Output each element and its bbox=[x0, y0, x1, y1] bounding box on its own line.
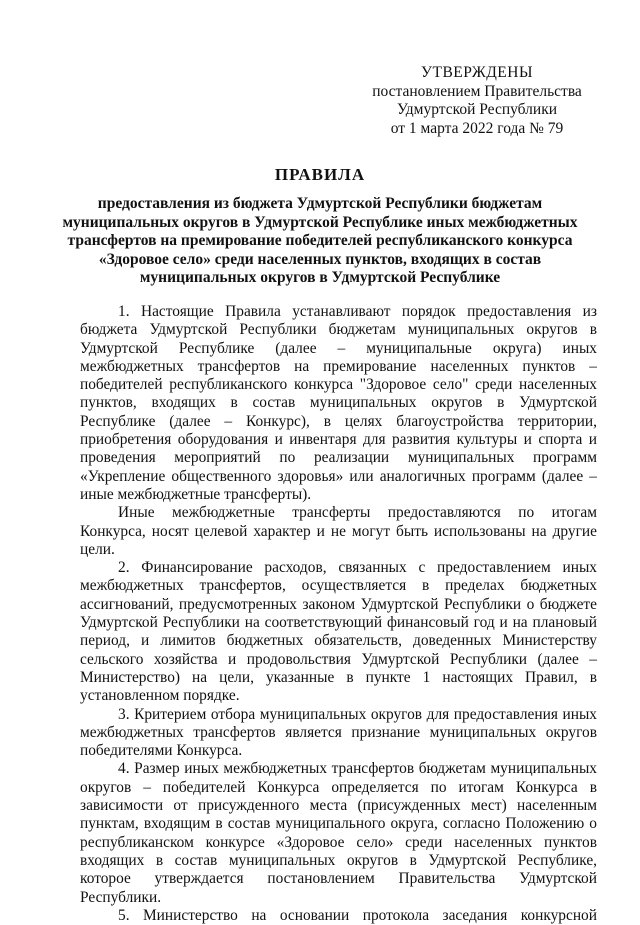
paragraph: 4. Размер иных межбюджетных трансфертов бюджетам муниципальных округов – победителей Конкурса определяется по итогам Конкурса в зависимости от присужденного места (присужденных мест) населенным пунктам, входящим в состав муниципального округа, согласно Положению о республиканском конкурсе «Здоровое село» среди населенных пунктов входящих в состав муниципальных округов в Удмуртской Республике, которое утверждается постановлением Правительства Удмуртской Республики. bbox=[80, 760, 597, 906]
paragraph: 3. Критерием отбора муниципальных округов для предоставления иных межбюджетных трансфертов является признание муниципальных округов победителями Конкурса. bbox=[80, 705, 597, 760]
approval-line: постановлением Правительства bbox=[372, 82, 582, 100]
document-title: ПРАВИЛА bbox=[274, 165, 366, 184]
paragraph: 2. Финансирование расходов, связанных с предоставлением иных межбюджетных трансфертов, осуществляется в пределах бюджетных ассигнований, предусмотренных законом Удмуртской Республики о бюджете Удмуртской Республики на соответствующий финансовый год и на плановый период, и лимитов бюджетных обязательств, доведенных Министерству сельского хозяйства и продовольствия Удмуртской Республики (далее – Министерство) на цели, указанные в пункте 1 настоящих Правил, в установленном порядке. bbox=[80, 559, 597, 705]
paragraph: Иные межбюджетные трансферты предоставляются по итогам Конкурса, носят целевой характер и не могут быть использованы на другие цели. bbox=[80, 504, 597, 558]
document-body bbox=[80, 303, 597, 925]
approval-date: от 1 марта 2022 года № 79 bbox=[390, 119, 564, 137]
approval-title: УТВЕРЖДЕНЫ bbox=[421, 64, 533, 81]
approval-stamp bbox=[372, 64, 582, 138]
paragraph: 1. Настоящие Правила устанавливают порядок предоставления из бюджета Удмуртской Республики бюджетам муниципальных округов в Удмуртской Республике (далее – муниципальные округа) иных межбюджетных трансфертов на премирование населенных пунктов – победителей республиканского конкурса "Здоровое село" среди населенных пунктов, входящих в состав муниципальных округов в Удмуртской Республике (далее – Конкурс), в целях благоустройства территории, приобретения оборудования и инвентаря для развития культуры и спорта и проведения мероприятий по реализации муниципальных программ «Укрепление общественного здоровья» или аналогичных программ (далее – иные межбюджетные трансферты). bbox=[80, 303, 597, 503]
paragraph: 5. Министерство на основании протокола заседания конкурсной bbox=[118, 906, 597, 924]
document-heading bbox=[60, 165, 580, 288]
document-subtitle: предоставления из бюджета Удмуртской Республики бюджетам муниципальных округов в Удмуртской Республике иных межбюджетных трансфертов на премирование победителей республиканского конкурса «Здоровое село» среди населенных пунктов, входящих в состав муниципальных округов в Удмуртской Республике bbox=[62, 195, 578, 287]
approval-line: Удмуртской Республики bbox=[396, 101, 558, 118]
